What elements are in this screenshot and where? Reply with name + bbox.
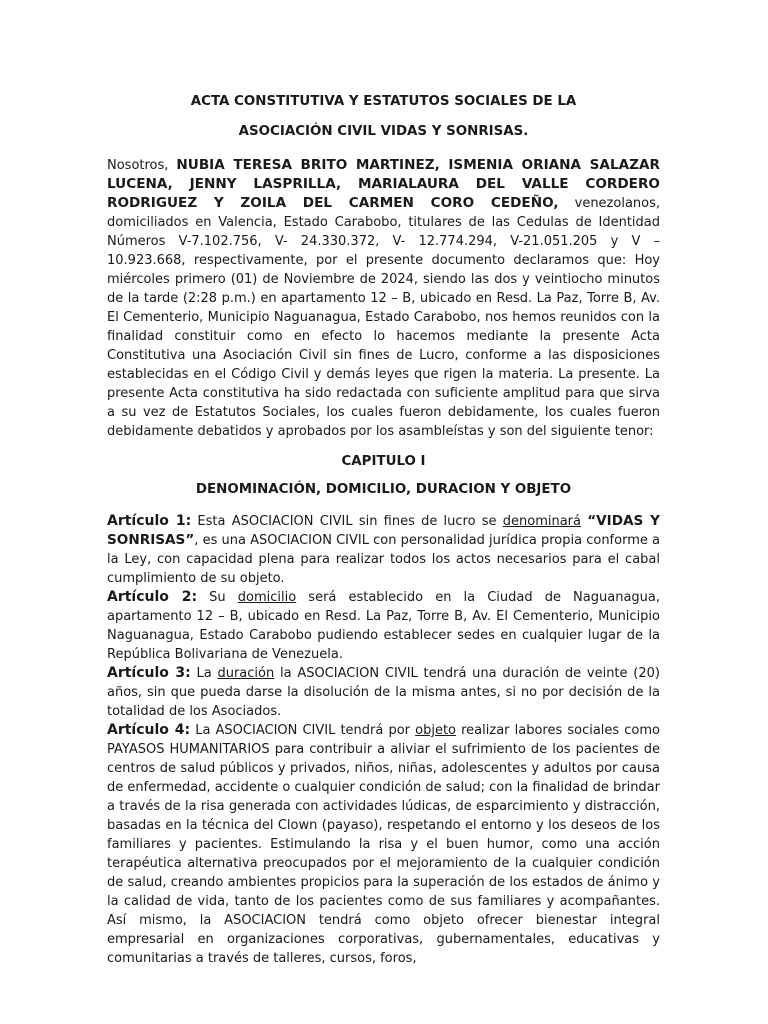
article-text: La <box>190 666 218 681</box>
document-title-line1: ACTA CONSTITUTIVA Y ESTATUTOS SOCIALES DE LA <box>190 94 577 109</box>
article-keyword: domicilio <box>237 590 297 605</box>
article-label: Artículo 4: <box>107 722 191 738</box>
article-keyword: duración <box>217 666 275 681</box>
founder-names: NUBIA TERESA BRITO MARTINEZ, ISMENIA ORIANA SALAZAR LUCENA, JENNY LASPRILLA, MARIALAURA DEL VALLE CORDERO RODRIGUEZ Y ZOILA DEL CARMEN CORO CEDEÑO, <box>107 157 660 211</box>
article-text: será establecido en la Ciudad de Naguanagua, apartamento 12 – B, ubicado en Resd. La Paz, Torre B, Av. El Cementerio, Municipio Naguanagua, Estado Carabobo pudiendo establecer sedes en cualquier lugar de la República Bolivariana de Venezuela. <box>107 590 660 662</box>
article-text: Su <box>197 590 238 605</box>
article-2 <box>107 588 660 664</box>
chapter-heading: CAPITULO I <box>341 454 426 469</box>
article-4 <box>107 721 660 968</box>
article-3 <box>107 664 660 721</box>
article-text: , es una ASOCIACION CIVIL con personalidad jurídica propia conforme a la Ley, con capacidad plena para realizar todos los actos necesarios para el cabal cumplimiento de su objeto. <box>107 533 660 586</box>
article-keyword: denominará <box>502 514 581 529</box>
article-text: la ASOCIACION CIVIL tendrá una duración de veinte (20) años, sin que pueda darse la disolución de la misma antes, si no por decisión de la totalidad de los Asociados. <box>107 666 660 719</box>
chapter-subheading: DENOMINACIÓN, DOMICILIO, DURACION Y OBJETO <box>195 482 572 497</box>
article-text: realizar labores sociales como PAYASOS HUMANITARIOS para contribuir a aliviar el sufrimiento de los pacientes de centros de salud públicos y privados, niños, niñas, adolescentes y adultos por causa de enfermedad, accidente o cualquier condición de salud; con la finalidad de brindar a través de la risa generada con actividades lúdicas, de esparcimiento y distracción, basadas en la técnica del Clown (payaso), respetando el entorno y los deseos de los familiares y pacientes. Estimulando la risa y el buen humor, como una acción terapéutica alternativa preocupados por el mejoramiento de la cualquier condición de salud, creando ambientes propicios para la superación de los estados de ánimo y la calidad de vida, tanto de los pacientes como de sus familiares y acompañantes. Así mismo, la ASOCIACION tendrá como objeto ofrecer bienestar integral empresarial en organizaciones corporativas, gubernamentales, educativas y comunitarias a través de talleres, cursos, foros, <box>107 723 661 966</box>
intro-paragraph <box>107 156 660 441</box>
article-1 <box>107 512 660 588</box>
chapter-header <box>107 453 660 499</box>
intro-body: venezolanos, domiciliados en Valencia, Estado Carabobo, titulares de las Cedulas de Identidad Números V-7.102.756, V- 24.330.372, V- 12.774.294, V-21.051.205 y V – 10.923.668, respectivamente, por el presente documento declaramos que: Hoy miércoles primero (01) de Noviembre de 2024, siendo las dos y veintiocho minutos de la tarde (2:28 p.m.) en apartamento 12 – B, ubicado en Resd. La Paz, Torre B, Av. El Cementerio, Municipio Naguanagua, Estado Carabobo, nos hemos reunidos con la finalidad constituir como en efecto lo hacemos mediante la presente Acta Constitutiva una Asociación Civil sin fines de Lucro, conforme a las disposiciones establecidas en el Código Civil y demás leyes que rigen la materia. La presente. La presente Acta constitutiva ha sido redactada con suficiente amplitud para que sirva a su vez de Estatutos Sociales, los cuales fueron debidamente, los cuales fueron debidamente debatidos y aprobados por los asambleístas y son del siguiente tenor: <box>107 196 661 439</box>
association-name: “VIDAS Y SONRISAS” <box>107 513 660 548</box>
article-keyword: objeto <box>415 723 457 738</box>
document-title-line2: ASOCIACIÓN CIVIL VIDAS Y SONRISAS. <box>238 124 529 139</box>
article-text: Esta ASOCIACION CIVIL sin fines de lucro se <box>191 514 503 529</box>
article-label: Artículo 2: <box>107 589 198 605</box>
article-label: Artículo 3: <box>107 665 191 681</box>
article-label: Artículo 1: <box>107 513 192 529</box>
intro-lead: Nosotros, <box>107 158 177 173</box>
article-text: La ASOCIACION CIVIL tendrá por <box>190 723 416 738</box>
